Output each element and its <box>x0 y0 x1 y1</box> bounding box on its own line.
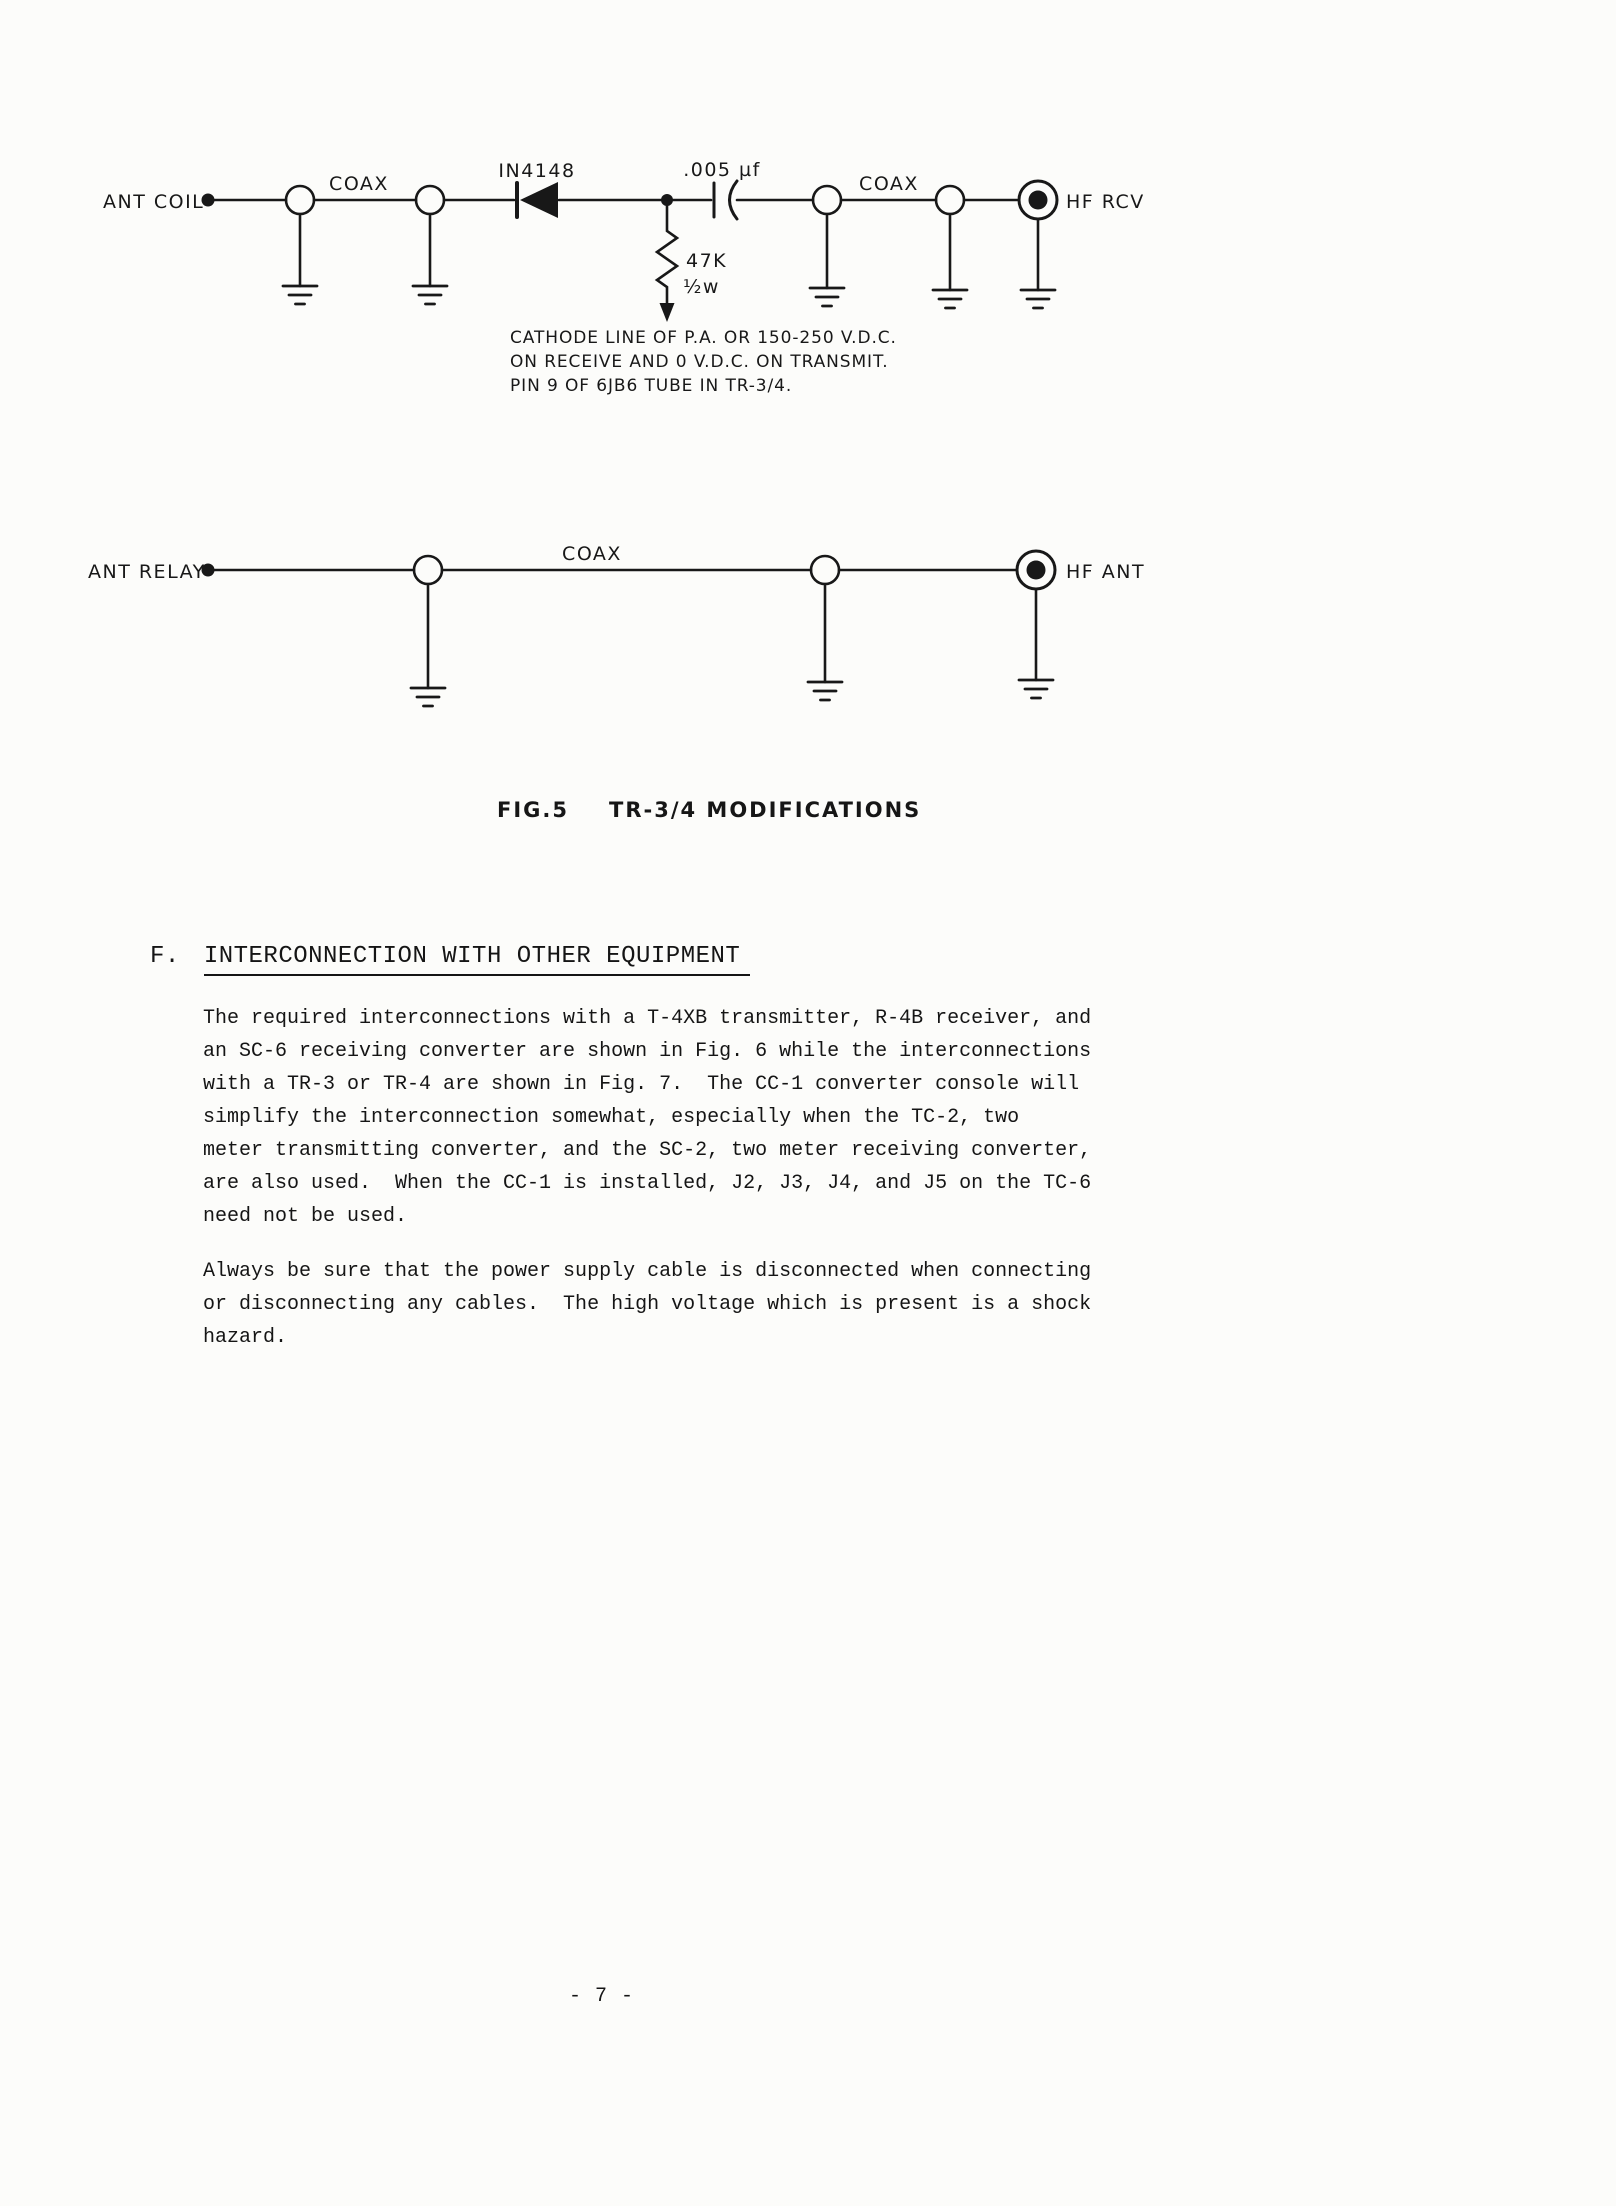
ant-coil-label: ANT COIL <box>103 191 205 213</box>
cathode-note-line-3: PIN 9 OF 6JB6 TUBE IN TR-3/4. <box>510 376 793 396</box>
section-f <box>150 943 1200 1354</box>
page-number: - 7 - <box>569 1985 635 2008</box>
figure-caption <box>497 798 921 822</box>
coax-label-1: COAX <box>329 173 389 195</box>
schematic-figure <box>0 0 1616 770</box>
ground-symbol <box>1021 290 1055 308</box>
hf-rcv-jack <box>1019 181 1057 219</box>
figure-title: TR-3/4 MODIFICATIONS <box>609 798 922 822</box>
resistor-value-label: 47K <box>686 250 728 272</box>
top-circuit <box>103 159 1145 396</box>
bottom-circuit <box>88 543 1145 706</box>
ground-symbol <box>411 688 445 706</box>
hf-ant-label: HF ANT <box>1066 561 1146 583</box>
junction-dot <box>661 194 673 206</box>
coax-connector-2 <box>416 186 444 214</box>
ground-symbol <box>1019 680 1053 698</box>
coax-label-3: COAX <box>562 543 622 565</box>
paragraph-1: The required interconnections with a T-4XB transmitter, R-4B receiver, and an SC-6 receiving converter are shown in Fig. 6 while the interconnections with a TR-3 or TR-4 are shown in Fig. 7. The CC-1 converter console will simplify the interconnection somewhat, especially when the TC-2, two meter transmitting converter, and the SC-2, two meter receiving converter, are also used. When the CC-1 is installed, J2, J3, J4, and J5 on the TC-6 need not be used. <box>203 1007 1092 1228</box>
cathode-note-line-2: ON RECEIVE AND 0 V.D.C. ON TRANSMIT. <box>510 352 889 372</box>
circuit-wires <box>213 570 1036 688</box>
ground-symbol <box>413 286 447 304</box>
section-heading: INTERCONNECTION WITH OTHER EQUIPMENT <box>204 943 750 976</box>
ground-symbol <box>810 288 844 306</box>
hf-ant-jack <box>1017 551 1055 589</box>
ground-symbol <box>283 286 317 304</box>
diode-label: IN4148 <box>498 160 576 182</box>
diode-symbol <box>517 182 558 218</box>
cathode-note-line-1: CATHODE LINE OF P.A. OR 150-250 V.D.C. <box>510 328 897 348</box>
circuit-wires <box>213 200 1038 305</box>
resistor-wattage-label: ½w <box>683 276 720 298</box>
capacitor-label: .005 µf <box>683 159 761 181</box>
ground-symbol <box>808 682 842 700</box>
section-heading-row <box>150 943 1200 976</box>
figure-number: FIG.5 <box>497 798 569 822</box>
arrow-down-icon <box>660 303 675 322</box>
section-body <box>203 1002 1143 1354</box>
coax-connector-6 <box>811 556 839 584</box>
resistor-symbol <box>657 206 677 305</box>
capacitor-symbol <box>714 181 737 219</box>
section-letter: F. <box>150 943 180 970</box>
hf-rcv-label: HF RCV <box>1066 191 1145 213</box>
ant-relay-label: ANT RELAY <box>88 561 206 583</box>
coax-connector-4 <box>936 186 964 214</box>
coax-connector-5 <box>414 556 442 584</box>
paragraph-2: Always be sure that the power supply cable is disconnected when connecting or disconnecting any cables. The high voltage which is present is a shock hazard. <box>203 1260 1092 1349</box>
coax-connector-1 <box>286 186 314 214</box>
ground-symbol <box>933 290 967 308</box>
coax-label-2: COAX <box>859 173 919 195</box>
coax-connector-3 <box>813 186 841 214</box>
